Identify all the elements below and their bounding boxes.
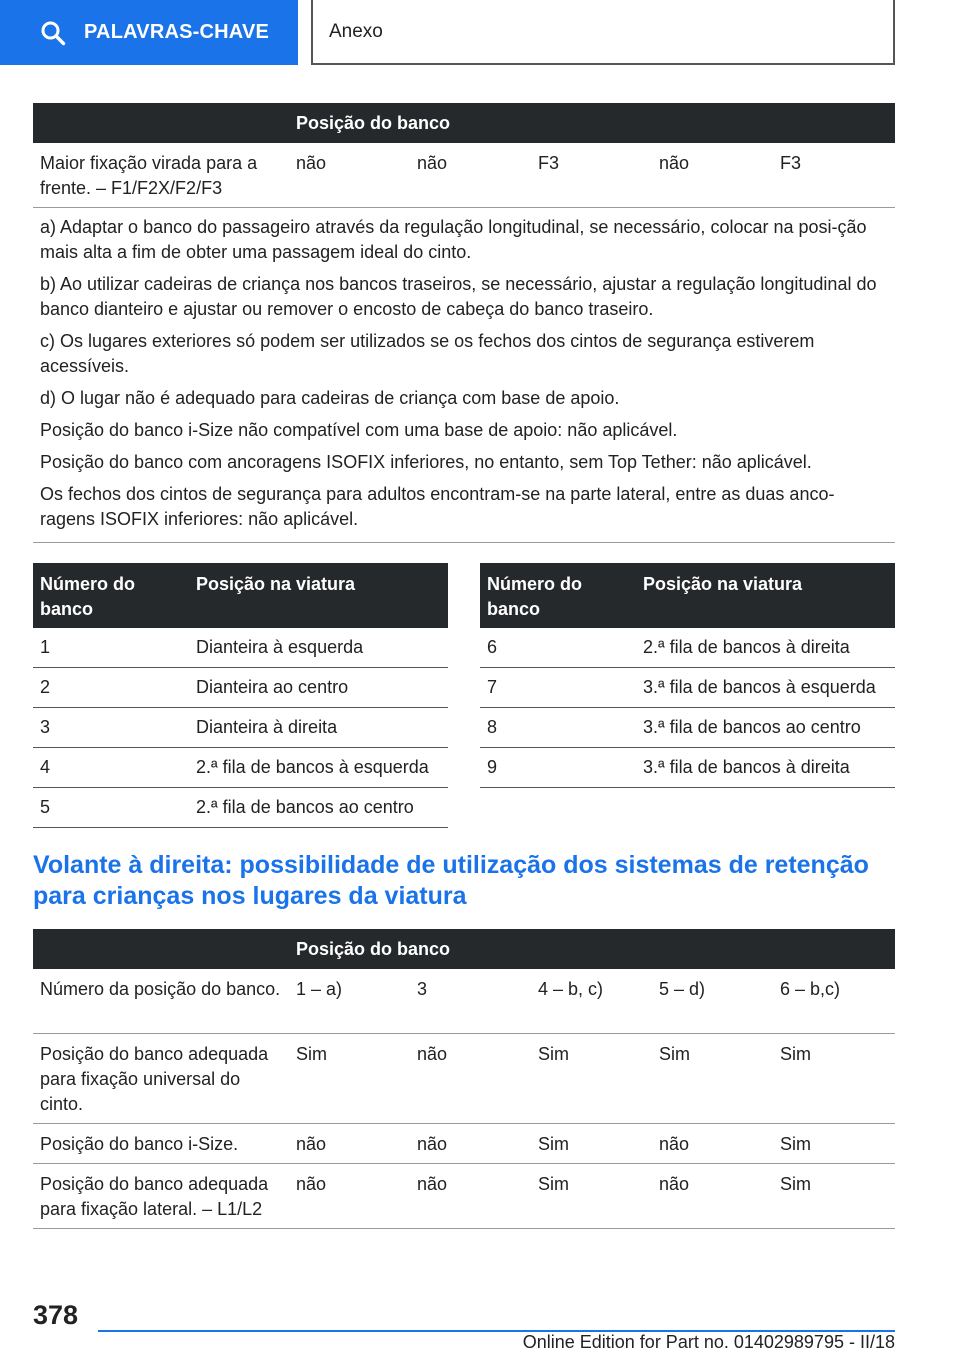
note: Posição do banco i-Size não compatível com uma base de apoio: não aplicável.: [40, 420, 678, 440]
header-seat-number: Número do banco: [487, 574, 583, 619]
seat-position: 3.ª fila de bancos à direita: [643, 757, 850, 777]
cell: 3: [417, 979, 428, 999]
section-heading: Volante à direita: possibilidade de utilização dos sistemas de retenção para crianças nos lugares da viatura: [33, 851, 869, 910]
section-title[interactable]: [311, 0, 895, 65]
note: c) Os lugares exteriores só podem ser utilizados se os fechos dos cintos de segurança estiverem acessíveis.: [40, 331, 815, 376]
cell: não: [659, 1134, 690, 1154]
cell: 1 – a): [296, 979, 343, 999]
keywords-button[interactable]: [0, 0, 298, 65]
cell: F3: [538, 153, 560, 173]
seat-position: 3.ª fila de bancos ao centro: [643, 717, 861, 737]
cell: não: [417, 1044, 448, 1064]
seat-number-table-left: [33, 563, 448, 828]
cell: 4 – b, c): [538, 979, 604, 999]
seat-position: Dianteira à esquerda: [196, 637, 364, 657]
seat-position-table-continued: [33, 103, 895, 208]
seat-position: Dianteira ao centro: [196, 677, 349, 697]
table-row: [33, 969, 895, 1034]
table-title: Posição do banco: [296, 112, 451, 133]
cell: não: [296, 1134, 327, 1154]
seat-position: Dianteira à direita: [196, 717, 338, 737]
seat-position: 2.ª fila de bancos à esquerda: [196, 757, 429, 777]
search-icon: [40, 20, 66, 46]
table-title: Posição do banco: [296, 938, 451, 959]
seat-position: 3.ª fila de bancos à esquerda: [643, 677, 876, 697]
table-header: [33, 563, 448, 628]
row-label: Posição do banco adequada para fixação universal do cinto.: [40, 1044, 269, 1114]
cell: não: [417, 1134, 448, 1154]
cell: Sim: [538, 1174, 569, 1194]
header-seat-number: Número do banco: [40, 574, 136, 619]
cell: Sim: [538, 1044, 569, 1064]
seat-number: 2: [40, 677, 51, 697]
table-row: [33, 788, 448, 828]
table-row: [33, 1164, 895, 1229]
row-label: Posição do banco adequada para fixação lateral. – L1/L2: [40, 1174, 269, 1219]
row-label: Número da posição do banco.: [40, 979, 281, 999]
cell: não: [659, 153, 690, 173]
table-row: [33, 143, 895, 208]
table-row: [33, 668, 448, 708]
cell: não: [296, 1174, 327, 1194]
note: a) Adaptar o banco do passageiro através da regulação longitudinal, se necessário, colocar na posi-ção mais alta a fim de obter uma passagem ideal do cinto.: [40, 217, 867, 262]
seat-number: 8: [487, 717, 498, 737]
seat-number-table-right: [480, 563, 895, 788]
table-header: [33, 929, 895, 969]
row-label: Posição do banco i-Size.: [40, 1134, 239, 1154]
note: Posição do banco com ancoragens ISOFIX inferiores, no entanto, sem Top Tether: não aplicável.: [40, 452, 812, 472]
cell: 5 – d): [659, 979, 706, 999]
rhd-seat-position-table: [33, 929, 895, 1229]
table-notes: [33, 207, 895, 543]
table-row: [480, 668, 895, 708]
table-header: [33, 103, 895, 143]
table-header: [480, 563, 895, 628]
table-row: [33, 748, 448, 788]
seat-number: 7: [487, 677, 498, 697]
page-number: 378: [33, 1300, 79, 1330]
cell: Sim: [780, 1174, 811, 1194]
table-row: [33, 1124, 895, 1164]
cell: não: [417, 1174, 448, 1194]
cell: não: [296, 153, 327, 173]
seat-number: 3: [40, 717, 51, 737]
cell: não: [659, 1174, 690, 1194]
header-seat-position: Posição na viatura: [196, 574, 356, 594]
row-label: Maior fixação virada para a frente. – F1/F2X/F2/F3: [40, 153, 258, 198]
cell: não: [417, 153, 448, 173]
note: Os fechos dos cintos de segurança para adultos encontram-se na parte lateral, entre as duas anco-ragens ISOFIX inferiores: não aplicável.: [40, 484, 835, 529]
table-row: [33, 708, 448, 748]
cell: Sim: [659, 1044, 690, 1064]
header-seat-position: Posição na viatura: [643, 574, 803, 594]
cell: Sim: [538, 1134, 569, 1154]
table-row: [480, 708, 895, 748]
cell: F3: [780, 153, 802, 173]
seat-number: 6: [487, 637, 498, 657]
table-row: [480, 748, 895, 788]
table-row: [480, 628, 895, 668]
note: d) O lugar não é adequado para cadeiras de criança com base de apoio.: [40, 388, 620, 408]
seat-number: 9: [487, 757, 498, 777]
table-row: [33, 1034, 895, 1124]
seat-number: 5: [40, 797, 51, 817]
seat-number: 1: [40, 637, 51, 657]
section-label: Anexo: [329, 20, 383, 42]
keywords-label: PALAVRAS-CHAVE: [84, 21, 270, 43]
seat-number: 4: [40, 757, 51, 777]
cell: 6 – b,c): [780, 979, 841, 999]
table-row: [33, 628, 448, 668]
cell: Sim: [296, 1044, 327, 1064]
edition-text: Online Edition for Part no. 01402989795 - II/18: [522, 1332, 895, 1352]
note: b) Ao utilizar cadeiras de criança nos bancos traseiros, se necessário, ajustar a regulação longitudinal do banco dianteiro e ajustar ou remover o encosto de cabeça do banco traseiro.: [40, 274, 877, 319]
seat-position: 2.ª fila de bancos à direita: [643, 637, 850, 657]
cell: Sim: [780, 1044, 811, 1064]
cell: Sim: [780, 1134, 811, 1154]
seat-position: 2.ª fila de bancos ao centro: [196, 797, 414, 817]
